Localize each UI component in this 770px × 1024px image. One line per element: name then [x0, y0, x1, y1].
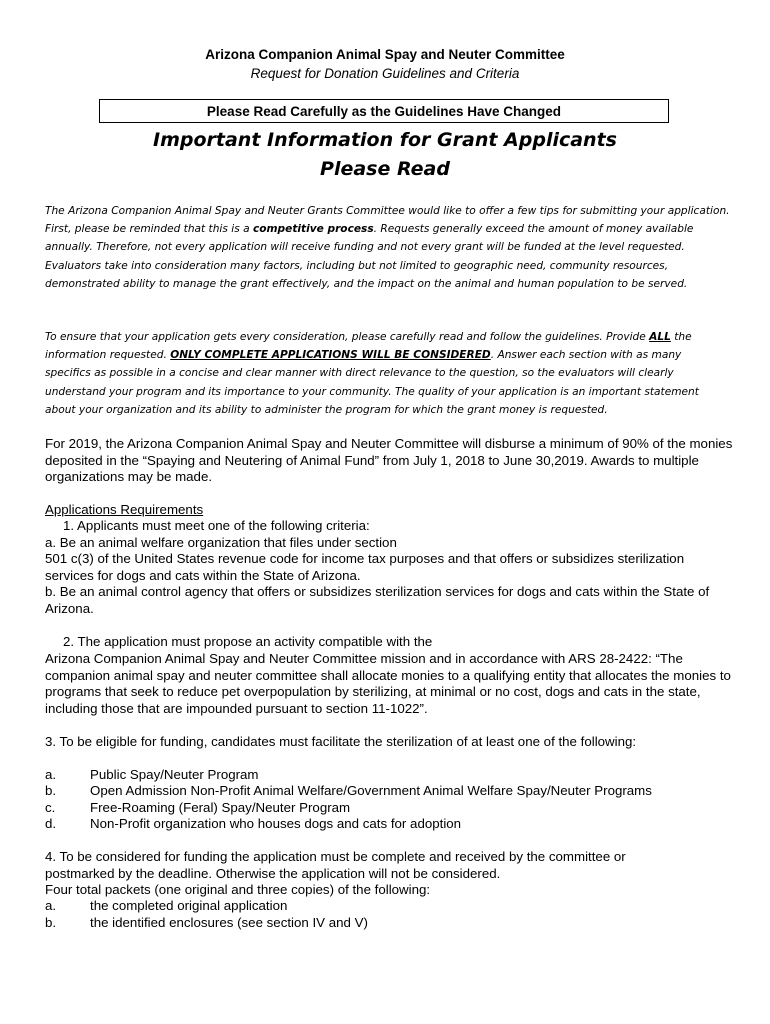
requirement-1b: b. Be an animal control agency that offers or subsidizes sterilization services for dogs and cats within the State of Arizona. — [45, 584, 710, 616]
requirement-1-intro: 1. Applicants must meet one of the following criteria: — [63, 518, 370, 533]
all-emphasis: ALL — [649, 331, 671, 343]
requirement-4-line3: Four total packets (one original and three copies) of the following: — [45, 882, 431, 897]
funding-paragraph: For 2019, the Arizona Companion Animal Spay and Neuter Committee will disburse a minimum of 90% of the monies deposited in the “Spaying and Neutering of Animal Fund” from July 1, 2018 to June 30,2019. Awards to multiple organizations may be made. — [45, 436, 733, 484]
main-title: Important Information for Grant Applicants — [153, 129, 617, 151]
intro-paragraph-1: The Arizona Companion Animal Spay and Neuter Grants Committee would like to offer a few tips for submitting your application. First, please be reminded that this is a competitive process. Requests generally exceed the amount of money available annually. Therefore, not every application will receive funding and not every grant will be funded at the level requested. Evaluators take into consideration many factors, including but not limited to geographic need, community resources, demonstrated ability to manage the grant effectively, and the impact on the animal and human population to be served. — [45, 205, 730, 290]
requirement-2-rest: Arizona Companion Animal Spay and Neuter Committee mission and in accordance with ARS 28-2422: “The companion animal spay and neuter committee shall allocate monies to a qualifying entity that allocates the monies to programs that seek to reduce pet overpopulation by sterilizing, at minimal or no cost, dogs and cats in the state, including those that are impounded pursuant to section 11-1022”. — [45, 651, 731, 716]
competitive-process-emphasis: competitive process — [252, 223, 374, 236]
document-subtitle: Request for Donation Guidelines and Criteria — [250, 66, 520, 81]
list-item: a. the completed original application — [45, 898, 288, 913]
requirement-1a-line1: a. Be an animal welfare organization that files under section — [45, 535, 397, 550]
notice-box: Please Read Carefully as the Guidelines Have Changed — [99, 99, 669, 123]
main-title-sub: Please Read — [320, 158, 450, 180]
list-item: d. Non-Profit organization who houses dogs and cats for adoption — [45, 816, 462, 831]
complete-applications-emphasis: ONLY COMPLETE APPLICATIONS WILL BE CONSIDERED — [170, 349, 491, 362]
requirement-4-line1: 4. To be considered for funding the application must be complete and received by the committee or — [45, 849, 626, 864]
list-item: a. Public Spay/Neuter Program — [45, 767, 259, 782]
list-item: c. Free-Roaming (Feral) Spay/Neuter Program — [45, 800, 351, 815]
requirement-3: 3. To be eligible for funding, candidates must facilitate the sterilization of at least one of the following: — [45, 734, 637, 749]
list-item: b. Open Admission Non-Profit Animal Welfare/Government Animal Welfare Spay/Neuter Programs — [45, 783, 652, 798]
requirement-4-line2: postmarked by the deadline. Otherwise the application will not be considered. — [45, 866, 501, 881]
list-item: b. the identified enclosures (see section IV and V) — [45, 915, 368, 930]
requirements-heading: Applications Requirements — [45, 502, 204, 517]
intro-paragraph-2: To ensure that your application gets every consideration, please carefully read and follow the guidelines. Provide ALL the information requested. ONLY COMPLETE APPLICATIONS WILL BE CONSIDERED. Answer each section with as many specifics as possible in a concise and clear manner with direct relevance to the question, so the evaluators will clearly understand your program and its importance to your community. The quality of your application is an important statement about your organization and its ability to administer the program for which the grant money is requested. — [45, 331, 699, 416]
requirement-1a-rest: 501 c(3) of the United States revenue code for income tax purposes and that offers or subsidizes sterilization services for dogs and cats within the State of Arizona. — [45, 551, 685, 583]
requirement-2-line1: 2. The application must propose an activity compatible with the — [63, 634, 433, 649]
org-title: Arizona Companion Animal Spay and Neuter Committee — [205, 47, 565, 62]
